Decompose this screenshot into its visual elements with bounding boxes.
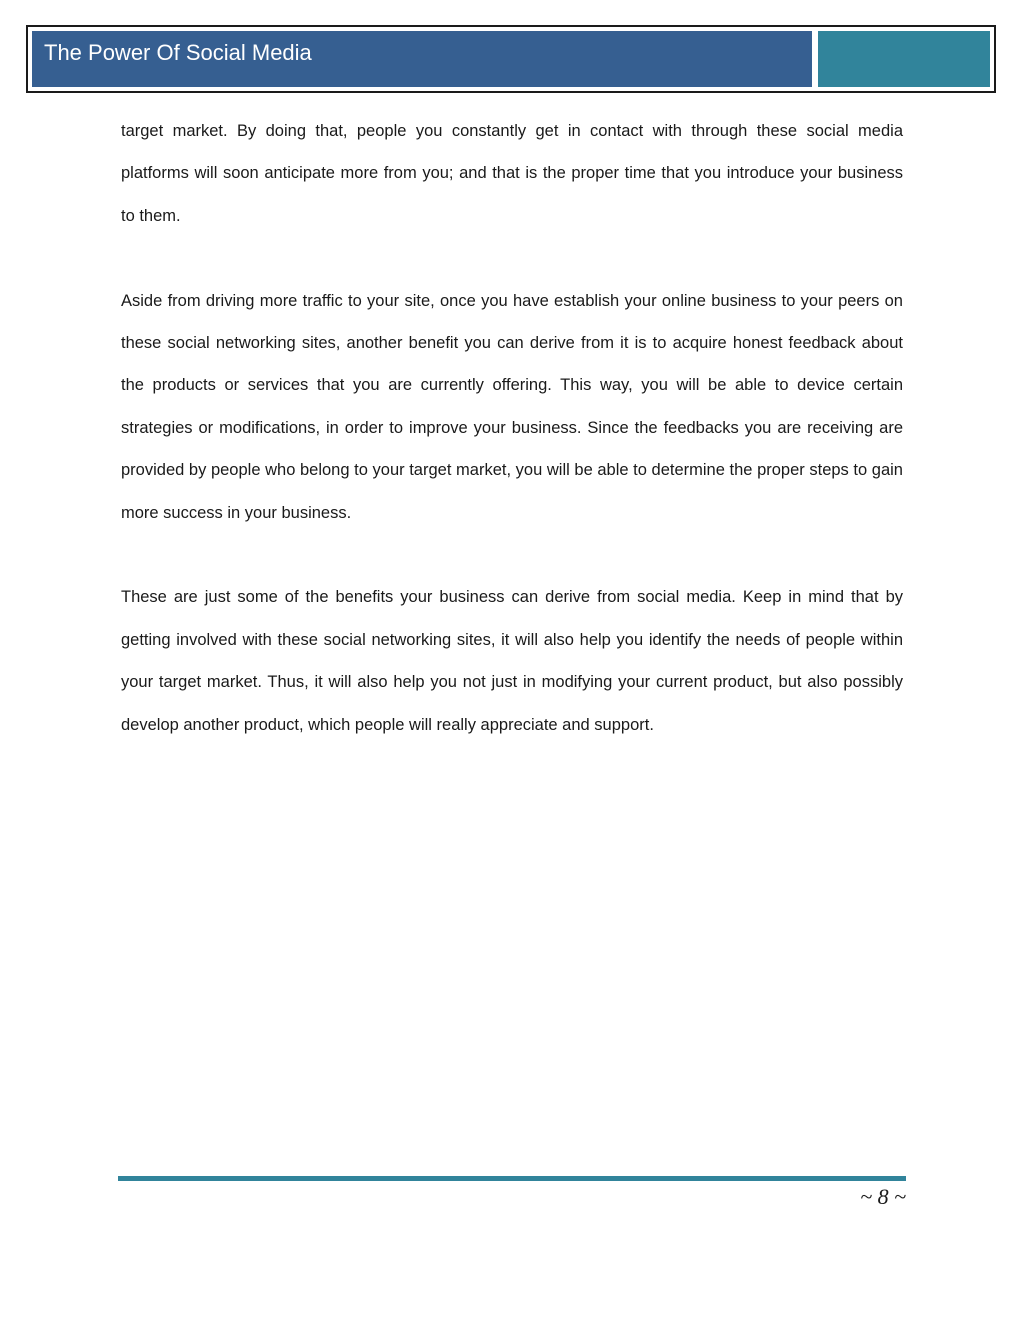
- page-header: [26, 25, 996, 93]
- header-title-bar: [32, 31, 812, 87]
- page-number: ~ 8 ~: [860, 1184, 906, 1209]
- document-body: [121, 110, 903, 746]
- header-accent-block: [818, 31, 990, 87]
- body-paragraph-1: target market. By doing that, people you constantly get in contact with through these social media platforms will soon anticipate more from you; and that is the proper time that you introduce your business to them.: [121, 122, 903, 225]
- body-paragraph-2: Aside from driving more traffic to your site, once you have establish your online business to your peers on these social networking sites, another benefit you can derive from it is to acquire honest feedback about the products or services that you are currently offering. This way, you will be able to device certain strategies or modifications, in order to improve your business. Since the feedbacks you are receiving are provided by people who belong to your target market, you will be able to determine the proper steps to gain more success in your business.: [121, 291, 903, 522]
- footer-divider: [118, 1176, 906, 1181]
- page-header-title: The Power Of Social Media: [44, 40, 312, 65]
- body-paragraph-3: These are just some of the benefits your business can derive from social media. Keep in mind that by getting involved with these social networking sites, it will also help you identify the needs of people within your target market. Thus, it will also help you not just in modifying your current product, but also possibly develop another product, which people will really appreciate and support.: [121, 588, 903, 734]
